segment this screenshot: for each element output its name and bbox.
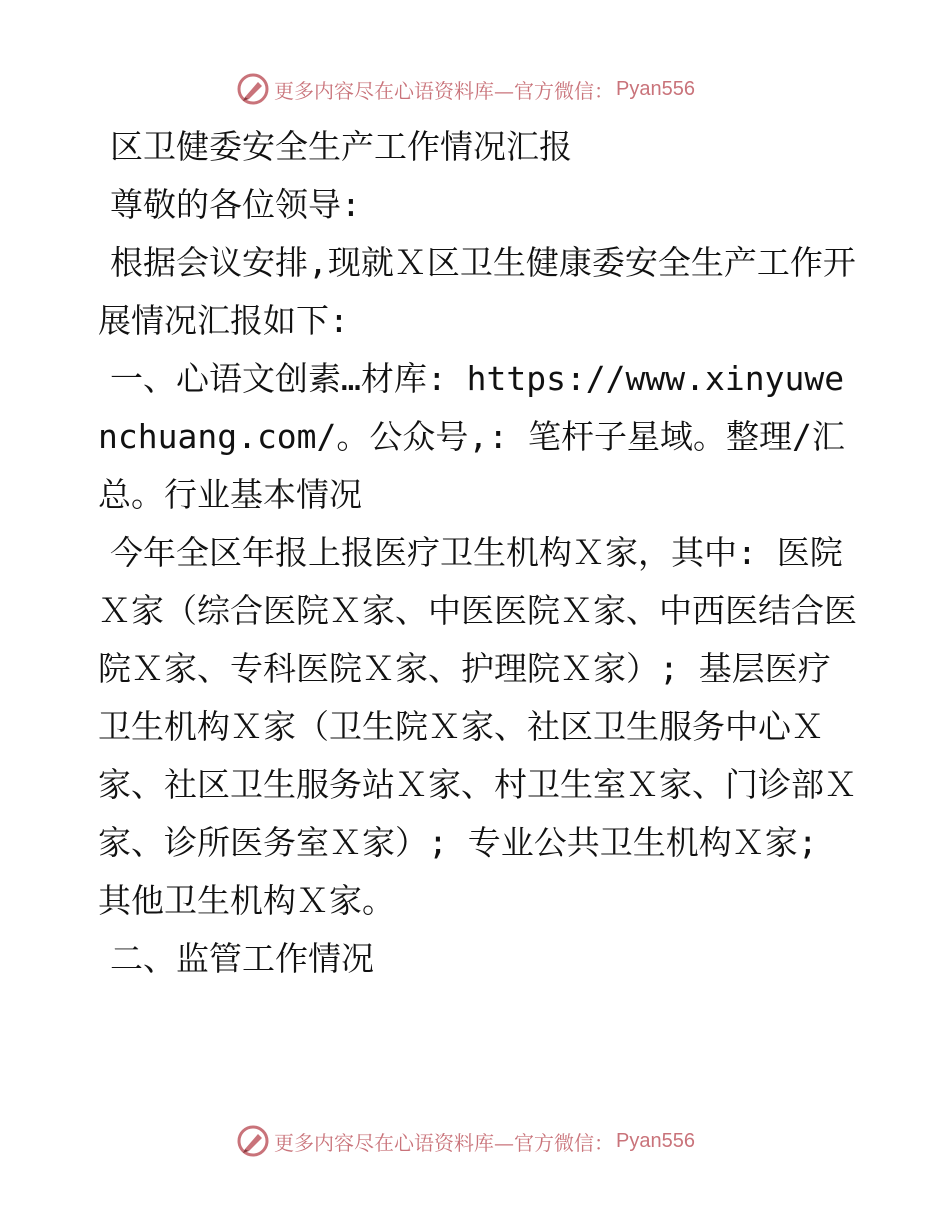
watermark-account: Pyan556 — [616, 1129, 695, 1152]
pen-nib-logo-icon — [236, 72, 270, 106]
footer-watermark — [236, 1124, 695, 1158]
section-1-heading: 一、心语文创素…材库: https://www.xinyuwenchuang.com/。公众号,: 笔杆子星域。整理/汇总。行业基本情况 — [98, 359, 845, 514]
watermark-account: Pyan556 — [616, 77, 695, 100]
pen-nib-logo-icon — [236, 1124, 270, 1158]
watermark-text: 更多内容尽在心语资料库—官方微信： — [274, 1130, 614, 1155]
intro-paragraph: 根据会议安排,现就Ｘ区卫生健康委安全生产工作开展情况汇报如下: — [98, 243, 856, 340]
document-title: 区卫健委安全生产工作情况汇报 — [110, 127, 572, 166]
watermark-text: 更多内容尽在心语资料库—官方微信： — [274, 78, 614, 103]
header-watermark — [236, 72, 695, 106]
greeting: 尊敬的各位领导: — [110, 185, 361, 224]
section-1-body: 今年全区年报上报医疗卫生机构Ｘ家，其中: 医院Ｘ家（综合医院Ｘ家、中医医院Ｘ家、中西医结合医院Ｘ家、专科医院Ｘ家、护理院Ｘ家）; 基层医疗卫生机构Ｘ家（卫生院Ｘ家、社区卫生服务中心Ｘ家、社区卫生服务站Ｘ家、村卫生室Ｘ家、门诊部Ｘ家、诊所医务室Ｘ家）; 专业公共卫生机构Ｘ家; 其他卫生机构Ｘ家。 — [98, 533, 857, 920]
document-body — [98, 118, 858, 988]
section-2-heading: 二、监管工作情况 — [110, 939, 374, 978]
